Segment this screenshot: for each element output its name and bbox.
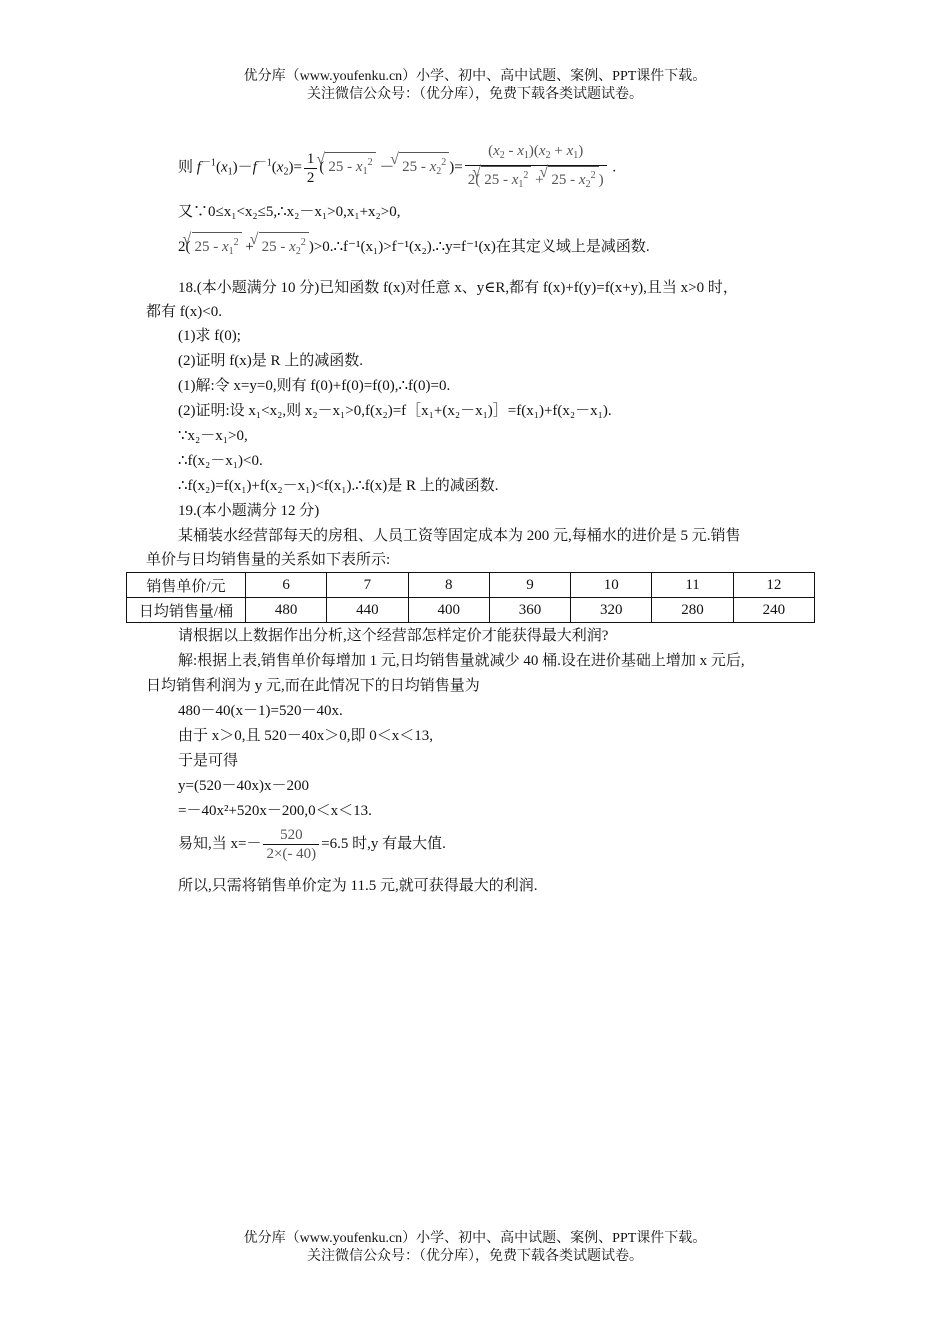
- q19-eq-6: [178, 826, 446, 863]
- fraction-denominator: 2×(- 40): [266, 846, 317, 862]
- q18-solution-4: ∴f(x₂－x₁)<0.: [178, 453, 263, 469]
- q19-eq-4: y=(520－40x)x－200: [178, 778, 309, 794]
- q19-stem-a: 某桶装水经营部每天的房租、人员工资等固定成本为 200 元,每桶水的进价是 5 元.销售: [178, 528, 741, 544]
- table-cell: 7: [327, 573, 408, 598]
- table-cell: 480: [246, 598, 327, 623]
- q19-eq-2: 由于 x＞0,且 520－40x＞0,即 0＜x＜13,: [178, 728, 434, 744]
- q19-eq-6-post: =6.5 时,y 有最大值.: [321, 835, 446, 852]
- table-cell: 360: [489, 598, 570, 623]
- q18-part-1: (1)求 f(0);: [178, 328, 241, 344]
- q19-question: 请根据以上数据作出分析,这个经营部怎样定价才能获得最大利润?: [178, 628, 609, 644]
- table-cell: 9: [489, 573, 570, 598]
- table-cell: 240: [733, 598, 814, 623]
- table-cell: 400: [408, 598, 489, 623]
- page-header-line-1: 优分库（www.youfenku.cn）小学、初中、高中试题、案例、PPT课件下载。: [243, 69, 707, 84]
- q18-solution-2: (2)证明:设 x₁<x₂,则 x₂－x₁>0,f(x₂)=f［x₁+(x₂－x₁)］=f(x₁)+f(x₂－x₁).: [178, 403, 612, 419]
- table-cell: 12: [733, 573, 814, 598]
- q19-eq-5: =－40x²+520x－200,0＜x＜13.: [178, 803, 372, 819]
- q19-solution-a: 解:根据上表,销售单价每增加 1 元,日均销售量就减少 40 桶.设在进价基础上增加 x 元后,: [178, 653, 745, 669]
- table-row: [127, 598, 815, 623]
- q19-solution-b: 日均销售利润为 y 元,而在此情况下的日均销售量为: [146, 678, 480, 694]
- q18-solution-5: ∴f(x₂)=f(x₁)+f(x₂－x₁)<f(x₁).∴f(x)是 R 上的减函数.: [178, 478, 499, 494]
- formula-difference: 则 $f^{-1}(x_1)-f^{-1}(x_2)=$ $\frac{1}{2}$ (√ $25 - x_1^2$ － √ $25 - x_2^2$ )= $\frac{(x_2 - x_1)(x_2 + x_1)}{2(√ 25 - x_1^2 + √ 25 - x_2^2 )}$ .: [178, 142, 616, 194]
- table-cell: 320: [571, 598, 652, 623]
- table-cell: 280: [652, 598, 733, 623]
- q18-solution-3: ∵x₂－x₁>0,: [178, 428, 248, 444]
- table-cell: 8: [408, 573, 489, 598]
- q19-eq-3: 于是可得: [178, 753, 239, 769]
- price-sales-table: [126, 572, 815, 623]
- q19-title: 19.(本小题满分 12 分): [178, 503, 320, 519]
- page-footer-line-1: 优分库（www.youfenku.cn）小学、初中、高中试题、案例、PPT课件下载。: [243, 1231, 707, 1246]
- row-label-price: 销售单价/元: [127, 573, 246, 598]
- table-row: [127, 573, 815, 598]
- table-cell: 11: [652, 573, 733, 598]
- proof17-line-3: 2(√ $25 - x_1^2$ + √ $25 - x_2^2$ )>0.∴f⁻¹(x₁)>f⁻¹(x₂).∴y=f⁻¹(x)在其定义域上是减函数.: [178, 232, 650, 262]
- q19-conclusion: 所以,只需将销售单价定为 11.5 元,就可获得最大的利润.: [178, 878, 538, 894]
- q18-stem-b: 都有 f(x)<0.: [146, 304, 222, 320]
- proof17-line-2: 又∵0≤x₁<x₂≤5,∴x₂－x₁>0,x₁+x₂>0,: [178, 204, 401, 220]
- table-cell: 10: [571, 573, 652, 598]
- proof17-line-3-tail: )>0.∴f⁻¹(x₁)>f⁻¹(x₂).∴y=f⁻¹(x)在其定义域上是减函数.: [308, 239, 650, 255]
- q18-stem-a: 18.(本小题满分 10 分)已知函数 f(x)对任意 x、y∈R,都有 f(x)+f(y)=f(x+y),且当 x>0 时，: [178, 280, 738, 296]
- page-header-line-2: 关注微信公众号：（优分库），免费下载各类试题试卷。: [307, 87, 643, 102]
- table-cell: 440: [327, 598, 408, 623]
- page-footer-line-2: 关注微信公众号：（优分库），免费下载各类试题试卷。: [307, 1249, 643, 1264]
- q19-stem-b: 单价与日均销售量的关系如下表所示:: [146, 552, 391, 568]
- fraction-numerator: 520: [263, 826, 319, 845]
- q18-part-2: (2)证明 f(x)是 R 上的减函数.: [178, 353, 363, 369]
- row-label-sales: 日均销售量/桶: [127, 598, 246, 623]
- q19-eq-6-pre: 易知,当 x=－: [178, 835, 262, 852]
- q18-solution-1: (1)解:令 x=y=0,则有 f(0)+f(0)=f(0),∴f(0)=0.: [178, 378, 451, 394]
- q19-eq-1: 480－40(x－1)=520－40x.: [178, 703, 343, 719]
- table-cell: 6: [246, 573, 327, 598]
